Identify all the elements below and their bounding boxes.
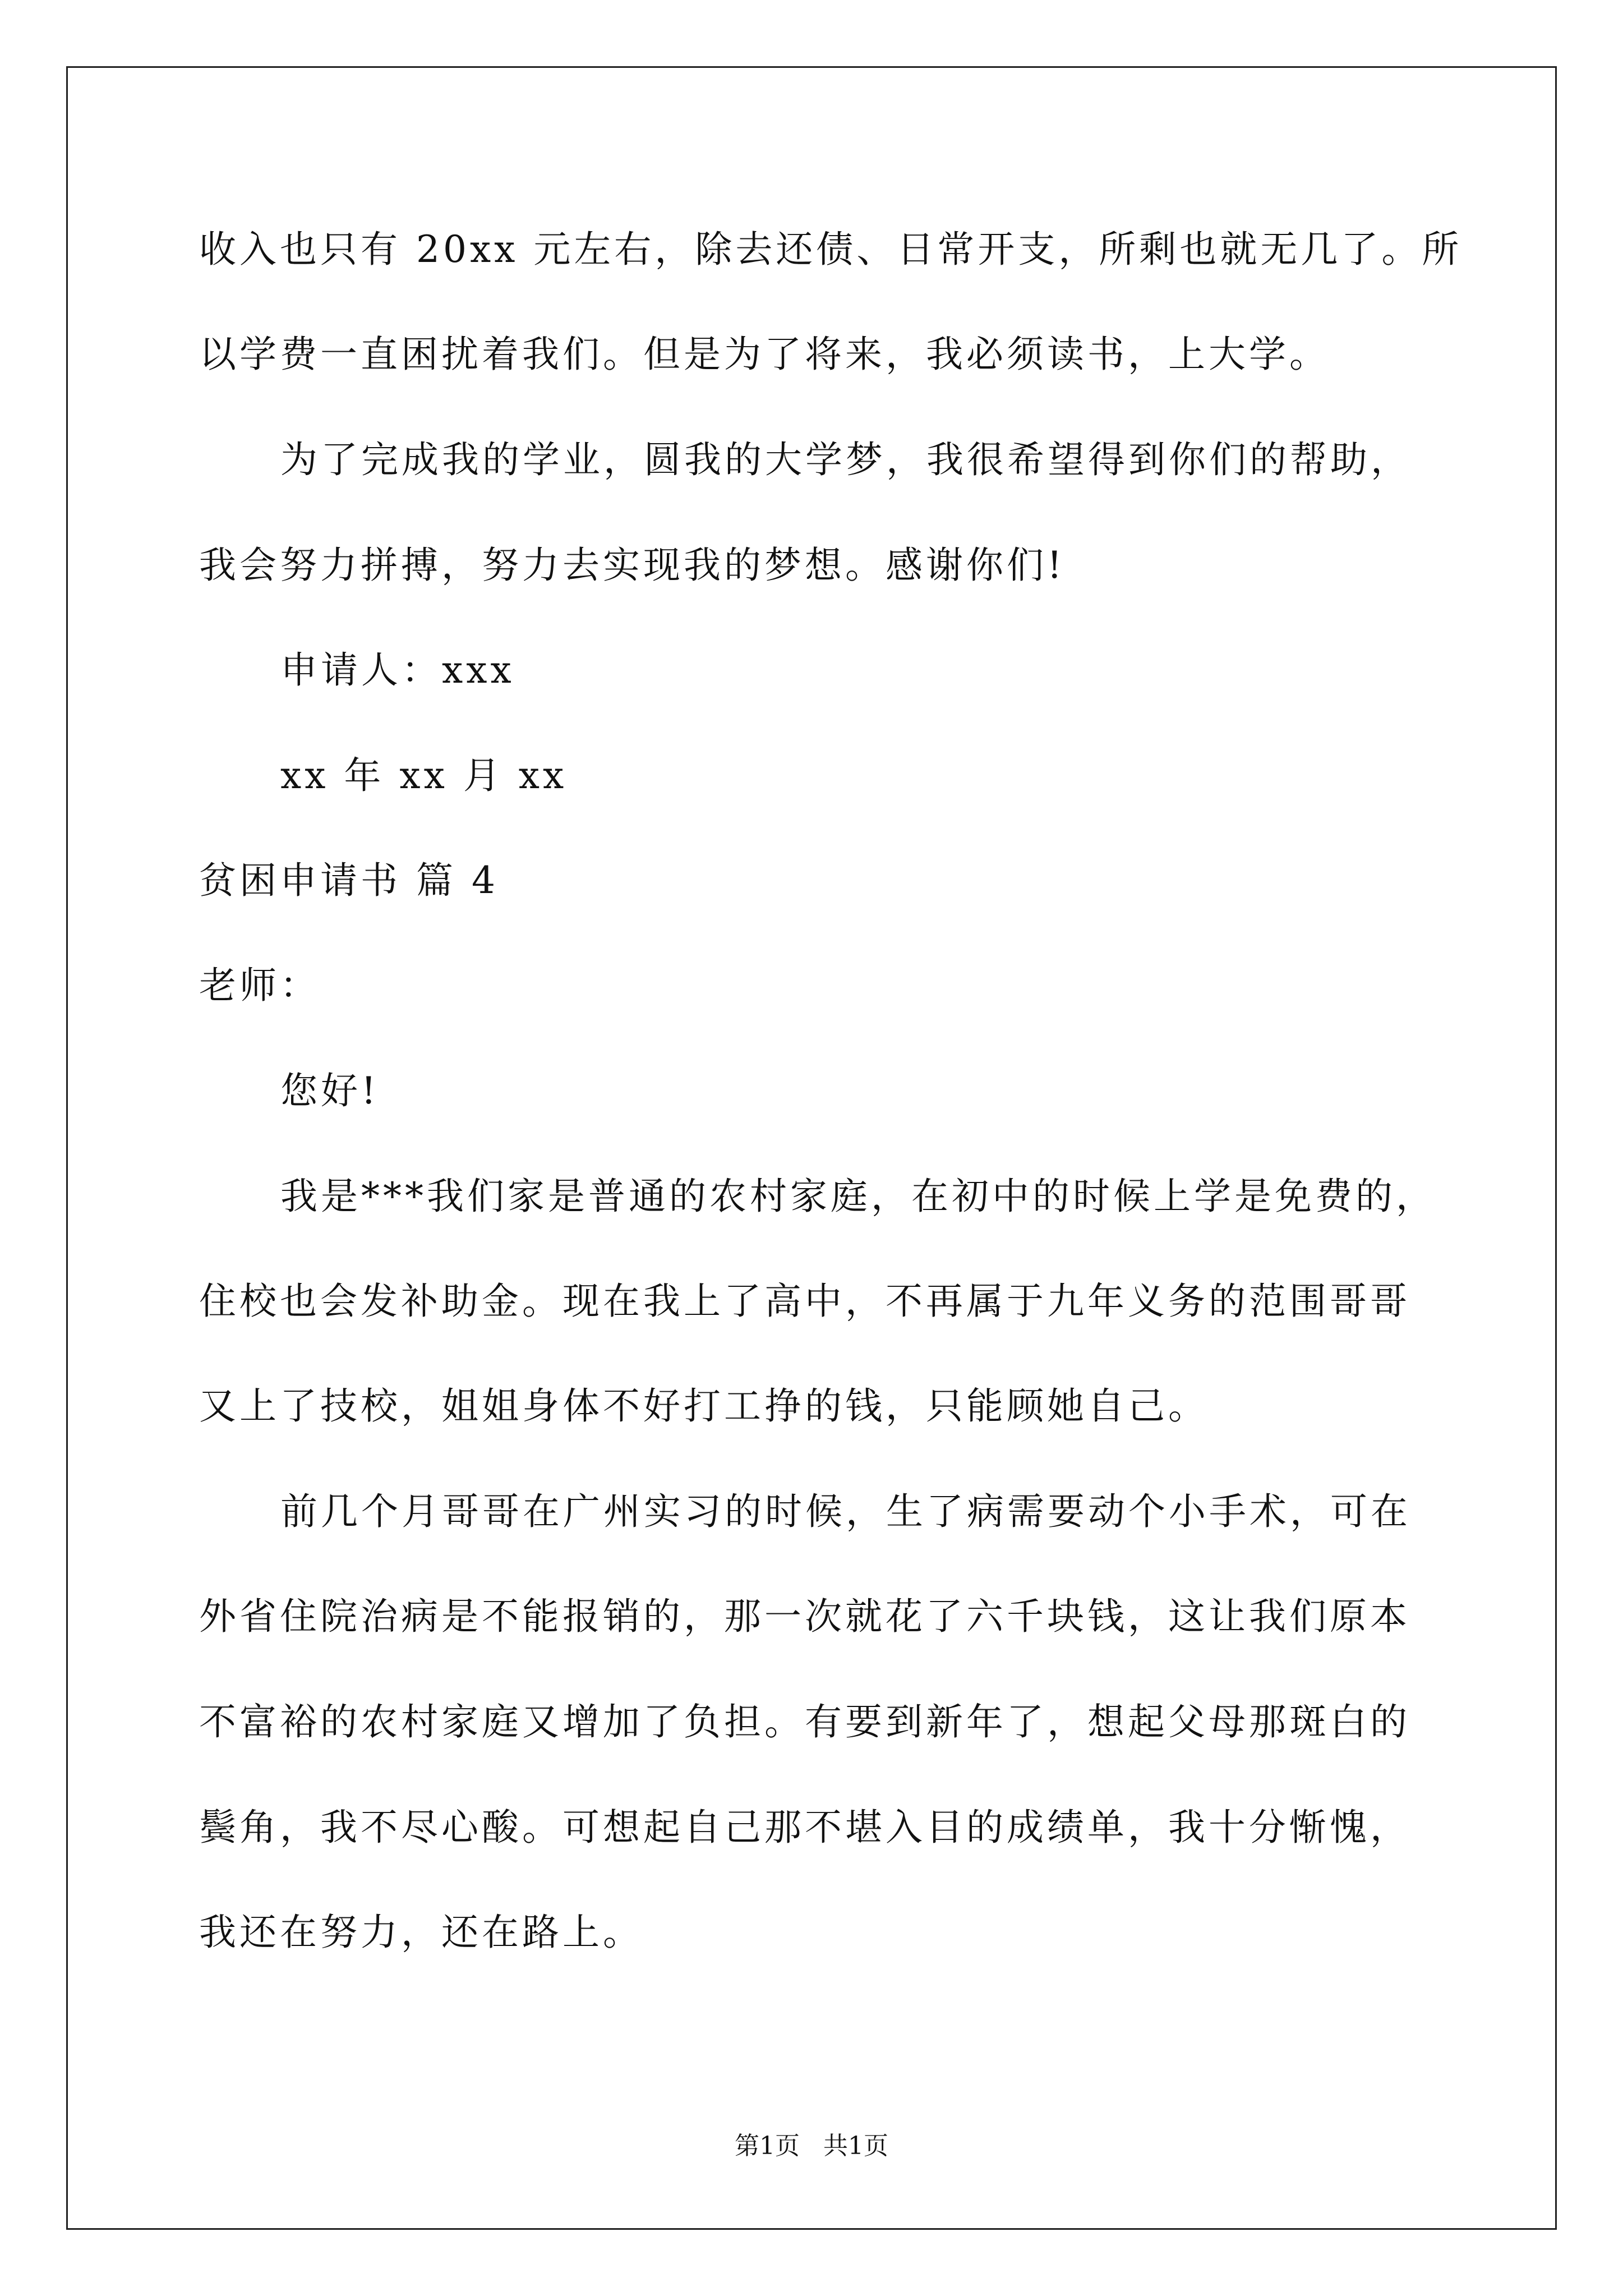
page-frame	[66, 66, 1557, 2230]
paragraph-line: 不富裕的农村家庭又增加了负担。有要到新年了，想起父母那斑白的	[199, 1700, 1410, 1743]
section-heading: 贫困申请书 篇 4	[199, 859, 499, 902]
paragraph-line: 鬓角，我不尽心酸。可想起自己那不堪入目的成绩单，我十分惭愧，	[199, 1806, 1410, 1849]
paragraph-line: 前几个月哥哥在广州实习的时候，生了病需要动个小手术，可在	[280, 1490, 1411, 1533]
paragraph-line: 我还在努力，还在路上。	[199, 1911, 643, 1954]
paragraph-line: 外省住院治病是不能报销的，那一次就花了六千块钱，这让我们原本	[199, 1595, 1410, 1638]
paragraph-line: 住校也会发补助金。现在我上了高中，不再属于九年义务的范围哥哥	[199, 1280, 1410, 1323]
paragraph-line: 我会努力拼搏，努力去实现我的梦想。感谢你们!	[199, 544, 1066, 587]
paragraph-line: 我是***我们家是普通的农村家庭，在初中的时候上学是免费的，	[280, 1175, 1436, 1218]
page-footer: 第1页 共1页	[735, 2132, 888, 2160]
greeting: 您好!	[280, 1069, 380, 1112]
paragraph-line: 又上了技校，姐姐身体不好打工挣的钱，只能顾她自己。	[199, 1384, 1209, 1428]
salutation: 老师：	[199, 964, 320, 1007]
paragraph-line: 为了完成我的学业，圆我的大学梦，我很希望得到你们的帮助，	[280, 438, 1411, 481]
paragraph-line: 以学费一直困扰着我们。但是为了将来，我必须读书，上大学。	[199, 333, 1330, 376]
paragraph-line: 收入也只有 20xx 元左右，除去还债、日常开支，所剩也就无几了。所	[199, 228, 1463, 271]
applicant-line: 申请人：xxx	[280, 648, 515, 692]
date-line: xx 年 xx 月 xx	[280, 754, 568, 797]
